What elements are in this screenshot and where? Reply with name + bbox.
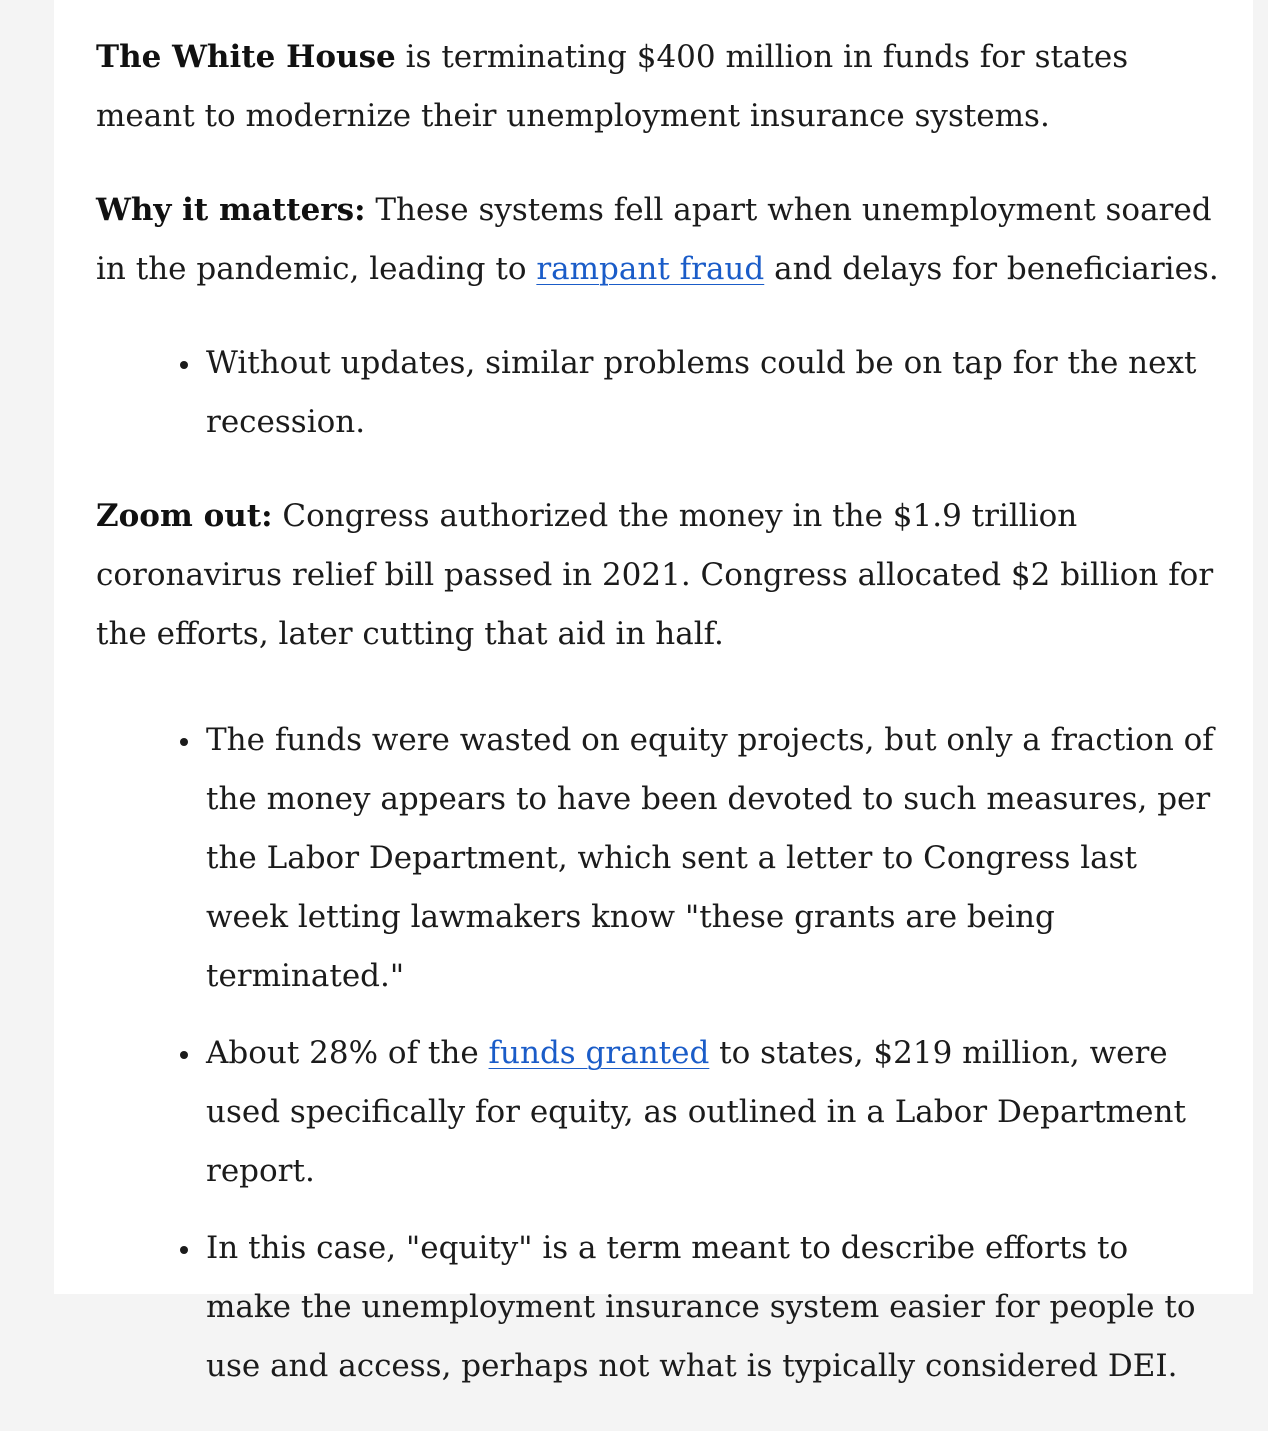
- funds-granted-link[interactable]: funds granted: [488, 1035, 710, 1071]
- zoom-out-text: Congress authorized the money in the $1.9 trillion coronavirus relief bill passed in 2021. Congress allocated $2 billion for the efforts, later cutting that aid in half.: [96, 498, 1214, 652]
- lede-text: is terminating $400 million in funds for states meant to modernize their unemployment insurance systems.: [96, 39, 1129, 134]
- paragraph-lede: [96, 28, 1221, 146]
- article-page: [54, 0, 1253, 1384]
- bullet-list-1: [96, 334, 1221, 452]
- list-item: The funds were wasted on equity projects, but only a fraction of the money appears to have been devoted to such measures, per the Labor Department, which sent a letter to Congress last week letting lawmakers know "these grants are being terminated.": [206, 711, 1221, 1006]
- list-item-text-end: to states, $219 million, were used specifically for equity, as outlined in a Labor Department report.: [206, 1035, 1186, 1189]
- why-it-matters-label: Why it matters:: [96, 192, 366, 228]
- rampant-fraud-link[interactable]: rampant fraud: [536, 251, 765, 287]
- list-item: Without updates, similar problems could be on tap for the next recession.: [206, 334, 1221, 452]
- why-it-matters-text: These systems fell apart when unemployment soared in the pandemic, leading to: [96, 192, 1212, 287]
- article-body: [96, 28, 1221, 1431]
- zoom-out-label: Zoom out:: [96, 498, 273, 534]
- list-item: [206, 1024, 1221, 1201]
- why-it-matters-text-end: and delays for beneficiaries.: [764, 251, 1219, 287]
- paragraph-why-it-matters: [96, 181, 1221, 299]
- bullet-list-2: [96, 711, 1221, 1396]
- paragraph-zoom-out: [96, 487, 1221, 664]
- lede-bold: The White House: [96, 39, 396, 75]
- list-item: In this case, "equity" is a term meant to describe efforts to make the unemployment insurance system easier for people to use and access, perhaps not what is typically considered DEI.: [206, 1219, 1221, 1396]
- list-item-text: About 28% of the: [206, 1035, 489, 1071]
